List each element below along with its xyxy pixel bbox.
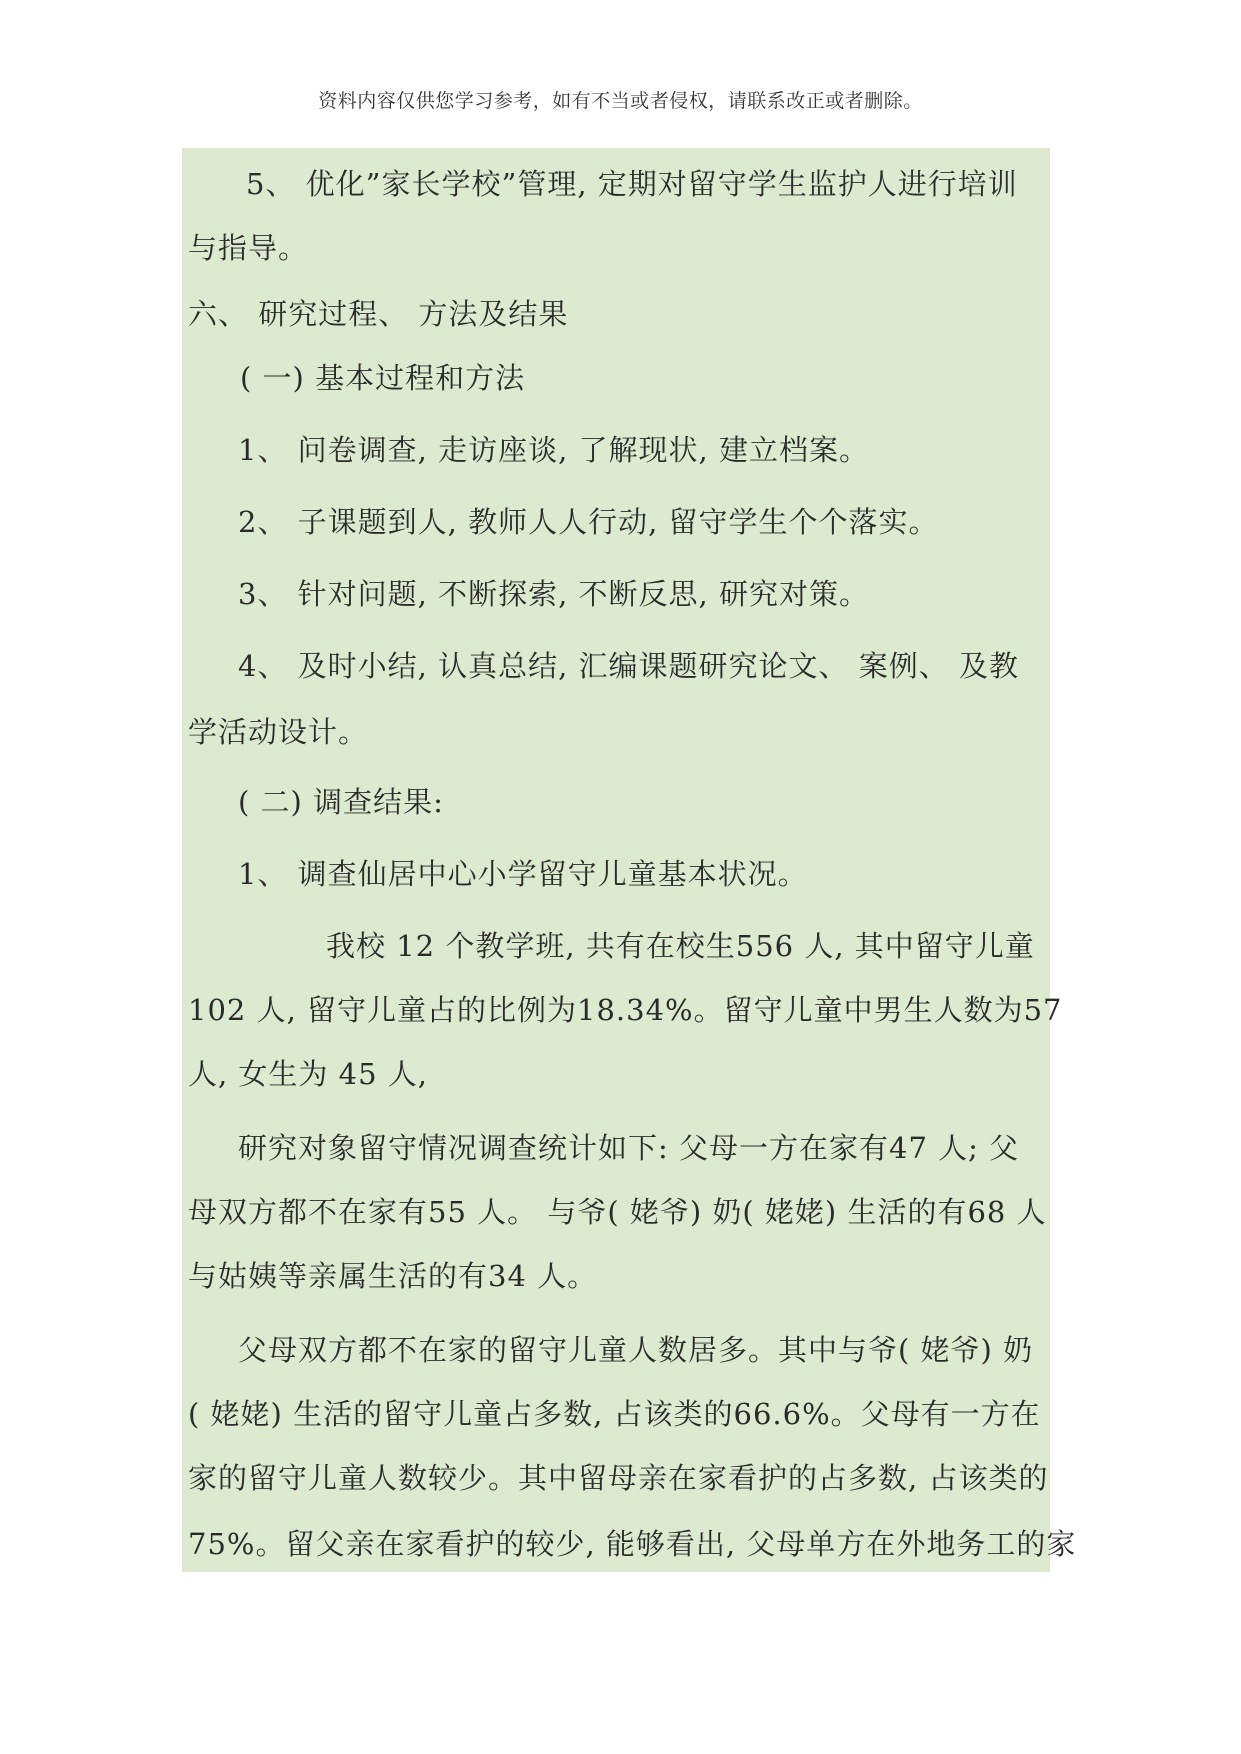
paragraph-line: 75%。留父亲在家看护的较少, 能够看出, 父母单方在外地务工的家 bbox=[188, 1527, 1077, 1561]
paragraph-line: 父母双方都不在家的留守儿童人数居多。其中与爷( 姥爷) 奶 bbox=[238, 1333, 1034, 1367]
subsection-heading: ( 二) 调查结果: bbox=[238, 785, 444, 819]
paragraph-line: 母双方都不在家有55 人。 与爷( 姥爷) 奶( 姥姥) 生活的有68 人 bbox=[188, 1195, 1047, 1229]
paragraph-line: 研究对象留守情况调查统计如下: 父母一方在家有47 人; 父 bbox=[238, 1131, 1020, 1165]
list-item: 2、 子课题到人, 教师人人行动, 留守学生个个落实。 bbox=[238, 505, 939, 539]
document-header-note: 资料内容仅供您学习参考，如有不当或者侵权，请联系改正或者删除。 bbox=[318, 90, 923, 112]
section-heading: 六、 研究过程、 方法及结果 bbox=[188, 297, 569, 331]
list-item: 1、 调查仙居中心小学留守儿童基本状况。 bbox=[238, 857, 808, 891]
paragraph-line: 5、 优化”家长学校”管理, 定期对留守学生监护人进行培训 bbox=[246, 167, 1018, 201]
list-item: 4、 及时小结, 认真总结, 汇编课题研究论文、 案例、 及教 bbox=[238, 649, 1019, 683]
subsection-heading: ( 一) 基本过程和方法 bbox=[240, 361, 526, 395]
paragraph-line: ( 姥姥) 生活的留守儿童占多数, 占该类的66.6%。父母有一方在 bbox=[188, 1397, 1041, 1431]
paragraph-line: 102 人, 留守儿童占的比例为18.34%。留守儿童中男生人数为57 bbox=[188, 993, 1063, 1027]
paragraph-line: 与姑姨等亲属生活的有34 人。 bbox=[188, 1259, 598, 1293]
list-item: 1、 问卷调查, 走访座谈, 了解现状, 建立档案。 bbox=[238, 433, 869, 467]
paragraph-line: 我校 12 个教学班, 共有在校生556 人, 其中留守儿童 bbox=[326, 929, 1035, 963]
paragraph-line: 人, 女生为 45 人, bbox=[188, 1057, 428, 1091]
paragraph-line: 学活动设计。 bbox=[188, 715, 369, 749]
paragraph-line: 家的留守儿童人数较少。其中留母亲在家看护的占多数, 占该类的 bbox=[188, 1461, 1049, 1495]
paragraph-line: 与指导。 bbox=[188, 231, 309, 265]
list-item: 3、 针对问题, 不断探索, 不断反思, 研究对策。 bbox=[238, 577, 869, 611]
